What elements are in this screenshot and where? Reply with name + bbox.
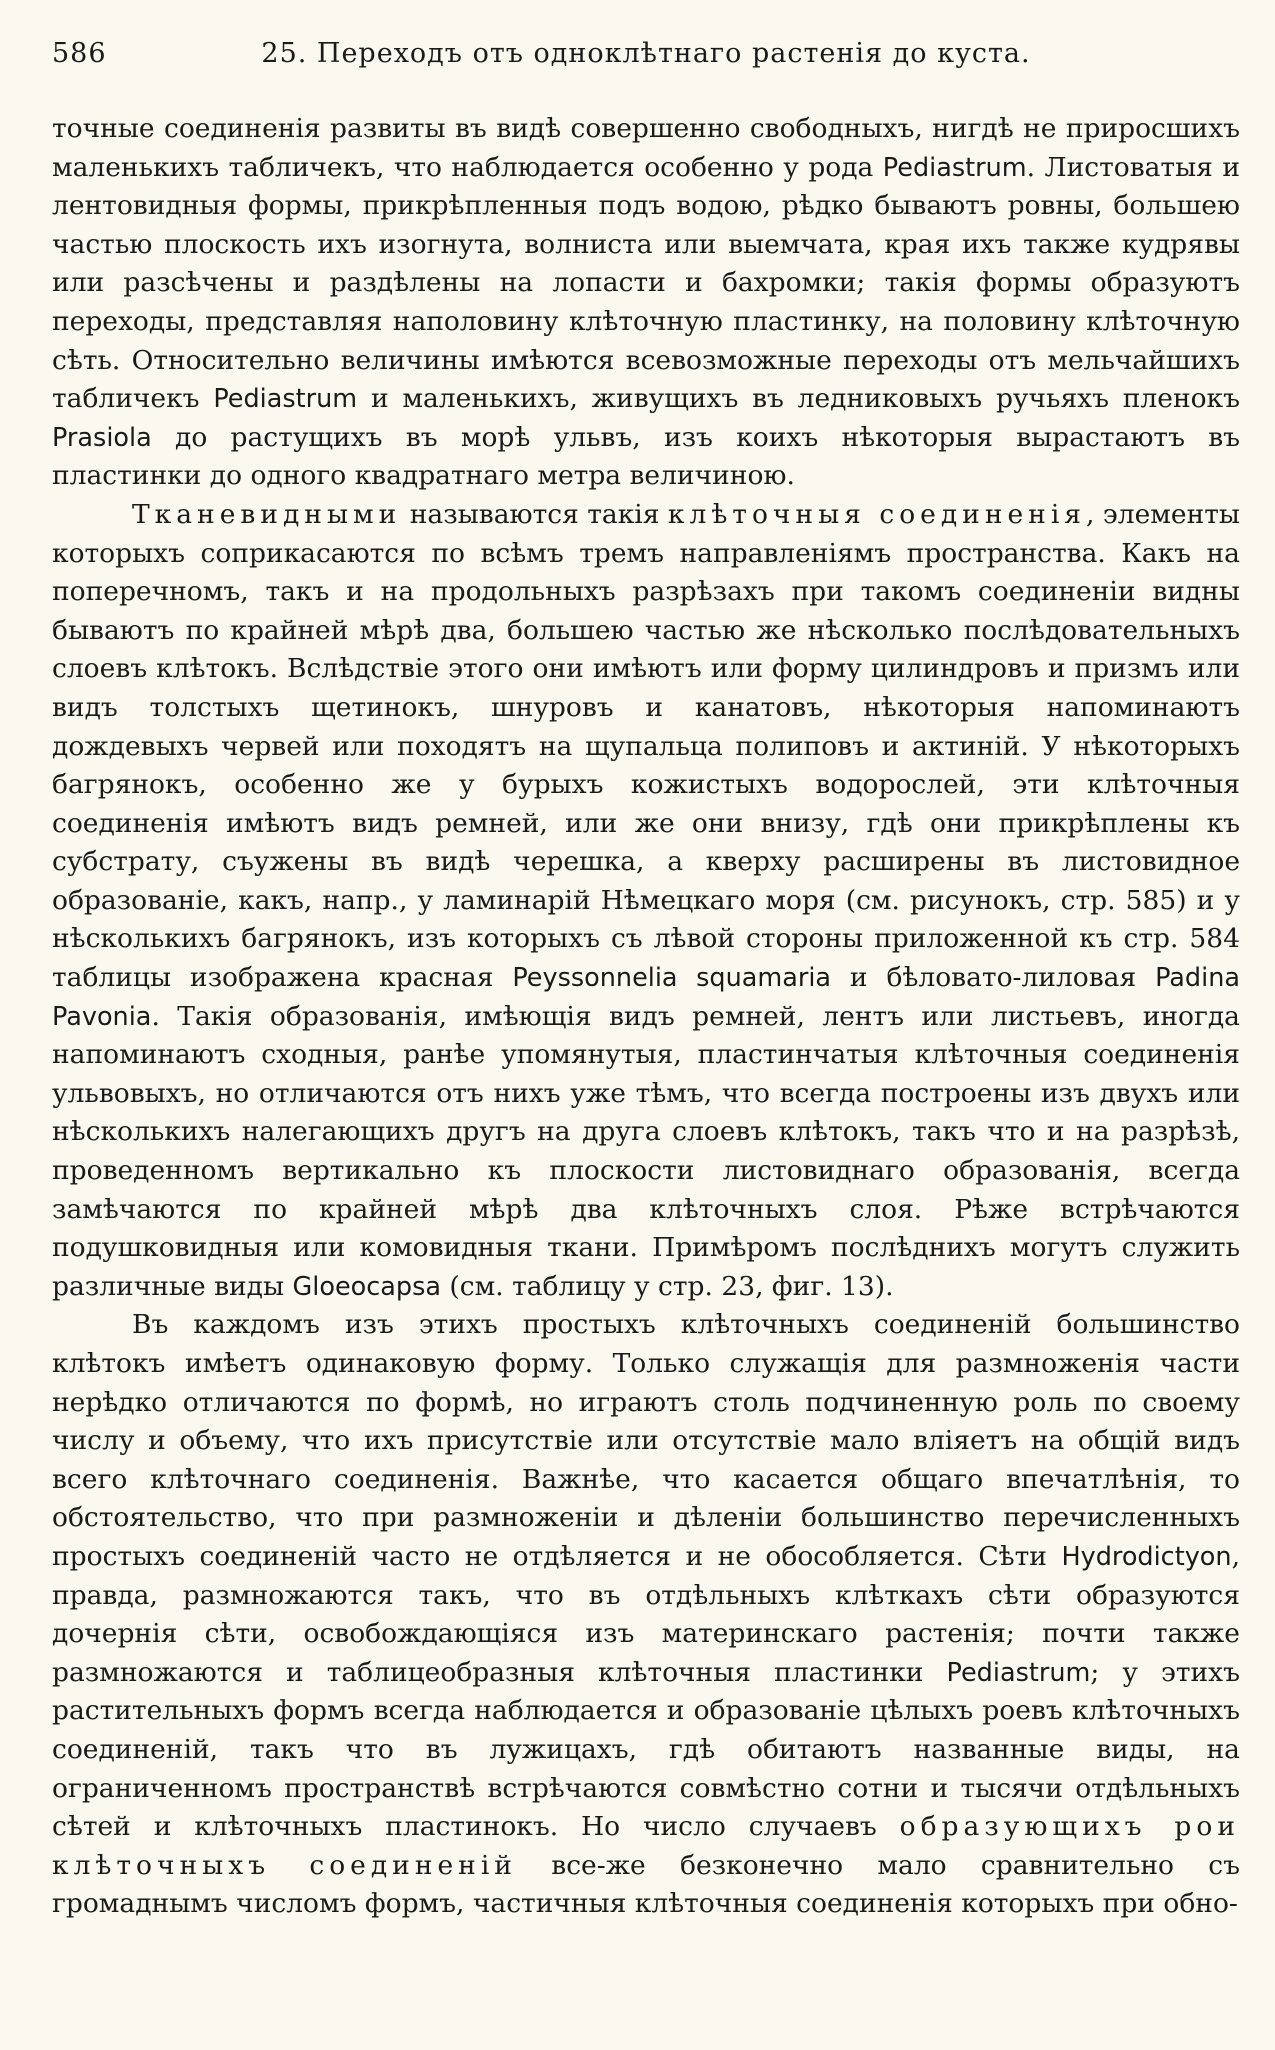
latin-term: Peyssonnelia squamaria [512,963,832,994]
latin-term: Prasiola [52,422,152,453]
latin-term: Gloeocapsa [292,1271,441,1302]
page [52,38,1240,1924]
latin-term: Pediastrum [882,152,1027,183]
paragraph [52,110,1240,496]
text-run: и бѣловато-лиловая [831,962,1156,994]
text-run: , элементы которыхъ соприкасаются по всѣмъ тремъ направленіямъ пространства. Какъ на поперечномъ, такъ и на продольныхъ разрѣзахъ при такомъ соединеніи видны бываютъ по крайней мѣрѣ два, большею частью же нѣсколько послѣдовательныхъ слоевъ клѣтокъ. Вслѣдствіе этого они имѣютъ или форму цилиндровъ и призмъ или видъ толстыхъ щетинокъ, шнуровъ и канатовъ, нѣкоторыя напоминаютъ дождевыхъ червей или походятъ на щупальца полиповъ и актиній. У нѣкоторыхъ багрянокъ, особенно же у бурыхъ кожистыхъ водорослей, эти клѣточныя соединенія имѣютъ видъ ремней, или же они внизу, гдѣ они прикрѣплены къ субстрату, съужены въ видѣ черешка, а кверху расширены въ листовидное образованіе, какъ, напр., у ламинарій Нѣмецкаго моря (см. рисунокъ, стр. 585) и у нѣсколькихъ багрянокъ, изъ которыхъ съ лѣвой стороны приложенной къ стр. 584 таблицы изображена красная [52,498,1240,994]
latin-term: Hydrodictyon [1061,1541,1232,1572]
page-number: 586 [52,38,107,69]
text-run: точные соединенія развиты въ видѣ совершенно свободныхъ, нигдѣ не приросшихъ маленькихъ табличекъ, что наблюдается особенно у рода [52,113,1240,183]
latin-term: Padina Pavonia [52,963,1240,1032]
latin-term: Pediastrum [946,1657,1091,1688]
text-run: . Листоватыя и лентовидныя формы, прикрѣпленныя подъ водою, рѣдко бываютъ ровны, большею частью плоскость ихъ изогнута, волниста или выемчата, края ихъ также кудрявы или разсѣчены и раздѣлены на лопасти и бахромки; такія формы образуютъ переходы, представляя наполовину клѣточную пластинку, на половину клѣточную сѣть. Относительно величины имѣются всевозможные переходы отъ мельчайшихъ табличекъ [52,151,1240,415]
emphasized-text: Тканевидными [132,498,402,530]
text-run: Въ каждомъ изъ этихъ простыхъ клѣточныхъ соединеній большинство клѣтокъ имѣетъ одинаковую форму. Только служащія для размноженія части нерѣдко отличаются по формѣ, но играютъ столь подчиненную роль по своему числу и объему, что ихъ присутствіе или отсутствіе мало вліяетъ на общій видъ всего клѣточнаго соединенія. Важнѣе, что касается общаго впечатлѣнія, то обстоятельство, что при размноженіи и дѣленіи большинство перечисленныхъ простыхъ соединеній часто не отдѣляется и не обособляется. Сѣти [52,1309,1240,1572]
page-header [52,38,1240,82]
text-run: называются такія [401,498,668,530]
emphasized-text: клѣточныя соединенія [667,498,1087,530]
text-run: (см. таблицу у стр. 23, фиг. 13). [441,1270,894,1302]
text-run: ; у этихъ растительныхъ формъ всегда наблюдается и образованіе цѣлыхъ роевъ клѣточныхъ соединеній, такъ что въ лужицахъ, гдѣ обитаютъ названные виды, на ограниченномъ пространствѣ встрѣчаются совмѣстно сотни и тысячи отдѣльныхъ сѣтей и клѣточныхъ пластинокъ. Но число случаевъ [52,1656,1240,1843]
latin-term: Pediastrum [213,384,358,415]
running-head: 25. Переходъ отъ одноклѣтнаго растенія до куста. [261,38,1031,69]
body-text [52,110,1240,1924]
paragraph [52,496,1240,1306]
emphasized-text: образующихъ рои клѣточныхъ соединеній [52,1811,1241,1881]
paragraph [52,1306,1240,1924]
text-run: , правда, размножаются такъ, что въ отдѣльныхъ клѣткахъ сѣти образуются дочернія сѣти, освобождающіяся изъ материнскаго растенія; почти также размножаются и таблицеобразныя клѣточныя пластинки [52,1540,1240,1688]
text-run: . Такія образованія, имѣющія видъ ремней, лентъ или листьевъ, иногда напоминаютъ сходныя, ранѣе упомянутыя, пластинчатыя клѣточныя соединенія ульвовыхъ, но отличаются отъ нихъ уже тѣмъ, что всегда построены изъ двухъ или нѣсколькихъ налегающихъ другъ на друга слоевъ клѣтокъ, такъ что и на разрѣзѣ, проведенномъ вертикально къ плоскости листовиднаго образованія, всегда замѣчаются по крайней мѣрѣ два клѣточныхъ слоя. Рѣже встрѣчаются подушковидныя или комовидныя ткани. Примѣромъ послѣднихъ могутъ служить различные виды [52,1000,1240,1302]
text-run: до растущихъ въ морѣ ульвъ, изъ коихъ нѣкоторыя вырастаютъ въ пластинки до одного квадратнаго метра величиною. [52,421,1240,492]
text-run: все-же безконечно мало сравнительно съ громаднымъ числомъ формъ, частичныя клѣточныя соединенія которыхъ при обно- [52,1849,1240,1920]
text-run: и маленькихъ, живущихъ въ ледниковыхъ ручьяхъ пленокъ [357,383,1240,415]
